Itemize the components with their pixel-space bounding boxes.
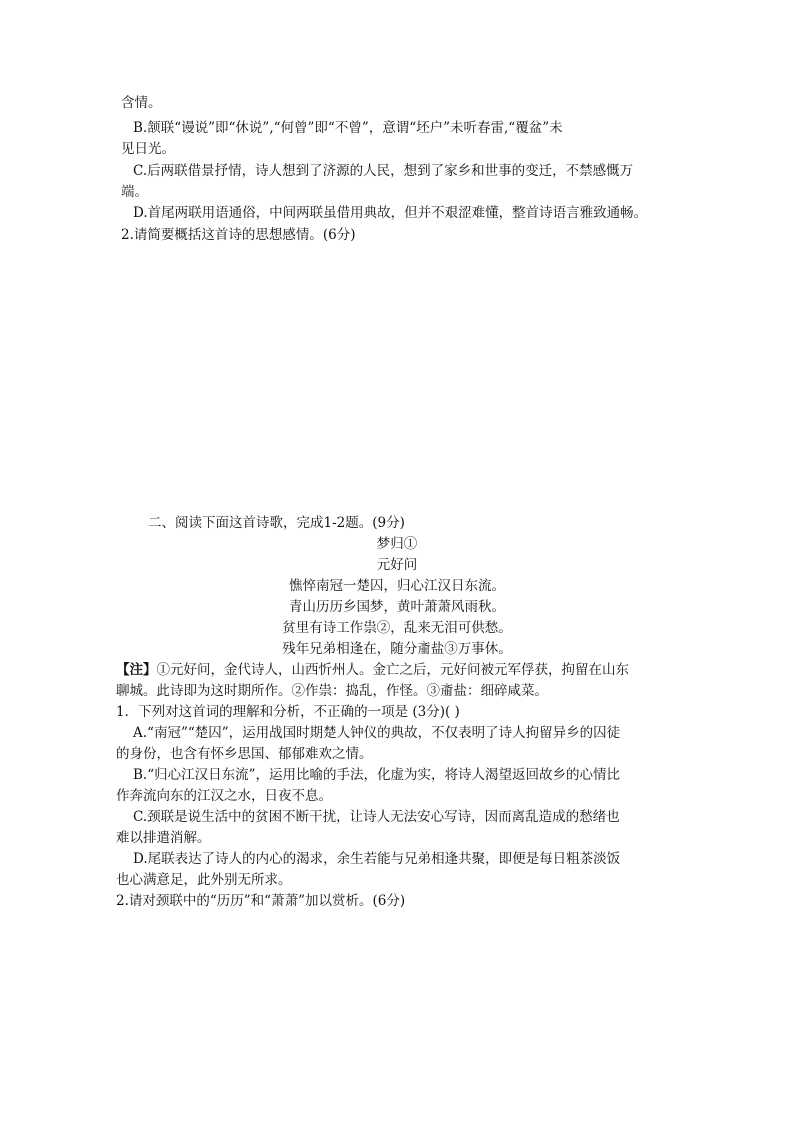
poem-title: 梦归①: [376, 536, 418, 552]
q1-option-b-line2: 作奔流向东的江汉之水，日夜不息。: [116, 788, 332, 804]
poem-line-3: 贫里有诗工作祟②，乱来无泪可供愁。: [282, 620, 512, 636]
poem-line-4: 残年兄弟相逢在，随分齑盐③万事休。: [282, 641, 512, 657]
option-b-line1: B.颔联“谩说”即“休说”,“何曾”即“不曾”，意谓“坯户”未听春雷,“覆盆”未: [133, 120, 563, 136]
q1-option-a-line2: 的身份，也含有怀乡思国、郁郁难欢之情。: [116, 746, 373, 762]
option-c-line1: C.后两联借景抒情，诗人想到了济源的人民，想到了家乡和世事的变迁，不禁感慨万: [133, 163, 634, 179]
poem-author: 元好问: [376, 557, 418, 573]
option-d-line1: D.首尾两联用语通俗，中间两联虽借用典故，但并不艰涩难懂，整首诗语言雅致通畅。: [133, 205, 648, 221]
section2-heading: 二、阅读下面这首诗歌，完成1-2题。(9分): [148, 515, 405, 531]
option-b-line2: 见日光。: [121, 141, 175, 157]
poem-line-2: 青山历历乡国梦，黄叶萧萧风雨秋。: [289, 599, 505, 615]
note-text: ①元好问，金代诗人，山西忻州人。金亡之后，元好问被元军俘获，拘留在山东: [156, 662, 629, 678]
q1-option-c-line2: 难以排遣消解。: [116, 830, 211, 846]
note-label: 【注】: [116, 662, 157, 678]
option-a-continuation: 含情。: [121, 95, 162, 111]
question-2-section2: 2.请对颈联中的“历历”和“萧萧”加以赏析。(6分): [116, 893, 406, 909]
q1-option-d-line1: D.尾联表达了诗人的内心的渴求，余生若能与兄弟相逢共聚，即便是每日粗茶淡饭: [133, 851, 621, 867]
poem-line-1: 憔悴南冠一楚囚，归心江汉日东流。: [289, 578, 505, 594]
q1-option-d-line2: 也心满意足，此外别无所求。: [116, 872, 292, 888]
option-c-line2: 端。: [121, 184, 148, 200]
note-line2: 聊城。此诗即为这时期所作。②作祟：捣乱，作怪。③齑盐：细碎咸菜。: [116, 683, 548, 699]
q1-option-b-line1: B.“归心江汉日东流”，运用比喻的手法，化虚为实，将诗人渴望返回故乡的心情比: [133, 767, 621, 783]
q1-option-c-line1: C.颈联是说生活中的贫困不断干扰，让诗人无法安心写诗，因而离乱造成的愁绪也: [133, 809, 620, 825]
note-line1: [116, 660, 629, 680]
q1-option-a-line1: A.“南冠”“楚囚”，运用战国时期楚人钟仪的典故，不仅表明了诗人拘留异乡的囚徒: [133, 725, 621, 741]
question-1-stem: 1．下列对这首词的理解和分析，不正确的一项是 (3分)( ): [116, 704, 460, 720]
question-2-section1: 2.请简要概括这首诗的思想感情。(6分): [121, 227, 356, 243]
